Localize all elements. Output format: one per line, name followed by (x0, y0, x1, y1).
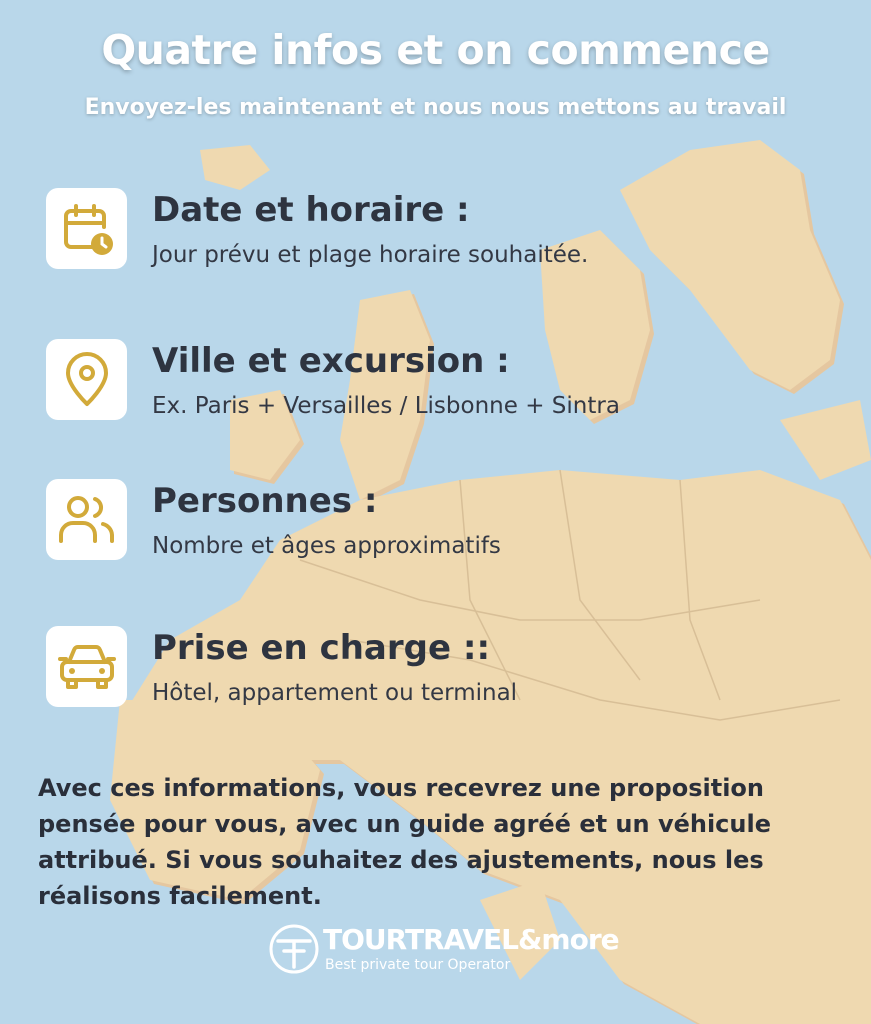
icon-box (46, 339, 127, 420)
item-description: Nombre et âges approximatifs (152, 533, 501, 559)
item-title: Date et horaire : (152, 190, 470, 230)
item-title: Personnes : (152, 481, 378, 521)
item-title: Ville et excursion : (152, 341, 510, 381)
people-icon (57, 493, 117, 547)
car-icon (57, 642, 117, 692)
info-item-date (46, 188, 836, 298)
icon-box (46, 626, 127, 707)
info-item-people (46, 479, 836, 589)
item-title: Prise en charge :: (152, 628, 491, 668)
page-subtitle: Envoyez-les maintenant et nous nous mettons au travail (84, 95, 787, 120)
map-pin-icon (62, 352, 112, 408)
item-description: Jour prévu et plage horaire souhaitée. (152, 242, 589, 268)
closing-paragraph: Avec ces informations, vous recevrez une proposition pensée pour vous, avec un guide agréé et un véhicule attribué. Si vous souhaitez des ajustements, nous les réalisons facilement. (38, 774, 771, 910)
icon-box (46, 188, 127, 269)
icon-box (46, 479, 127, 560)
logo-tagline: Best private tour Operator (325, 957, 511, 973)
brand-logo (268, 923, 628, 979)
info-item-pickup (46, 626, 836, 736)
calendar-clock-icon (59, 201, 115, 257)
item-description: Hôtel, appartement ou terminal (152, 680, 518, 706)
info-item-city (46, 339, 836, 449)
logo-mark-icon (268, 923, 320, 975)
item-description: Ex. Paris + Versailles / Lisbonne + Sintra (152, 393, 620, 419)
page-title: Quatre infos et on commence (101, 26, 770, 74)
logo-name: TOURTRAVEL&more (323, 923, 619, 956)
